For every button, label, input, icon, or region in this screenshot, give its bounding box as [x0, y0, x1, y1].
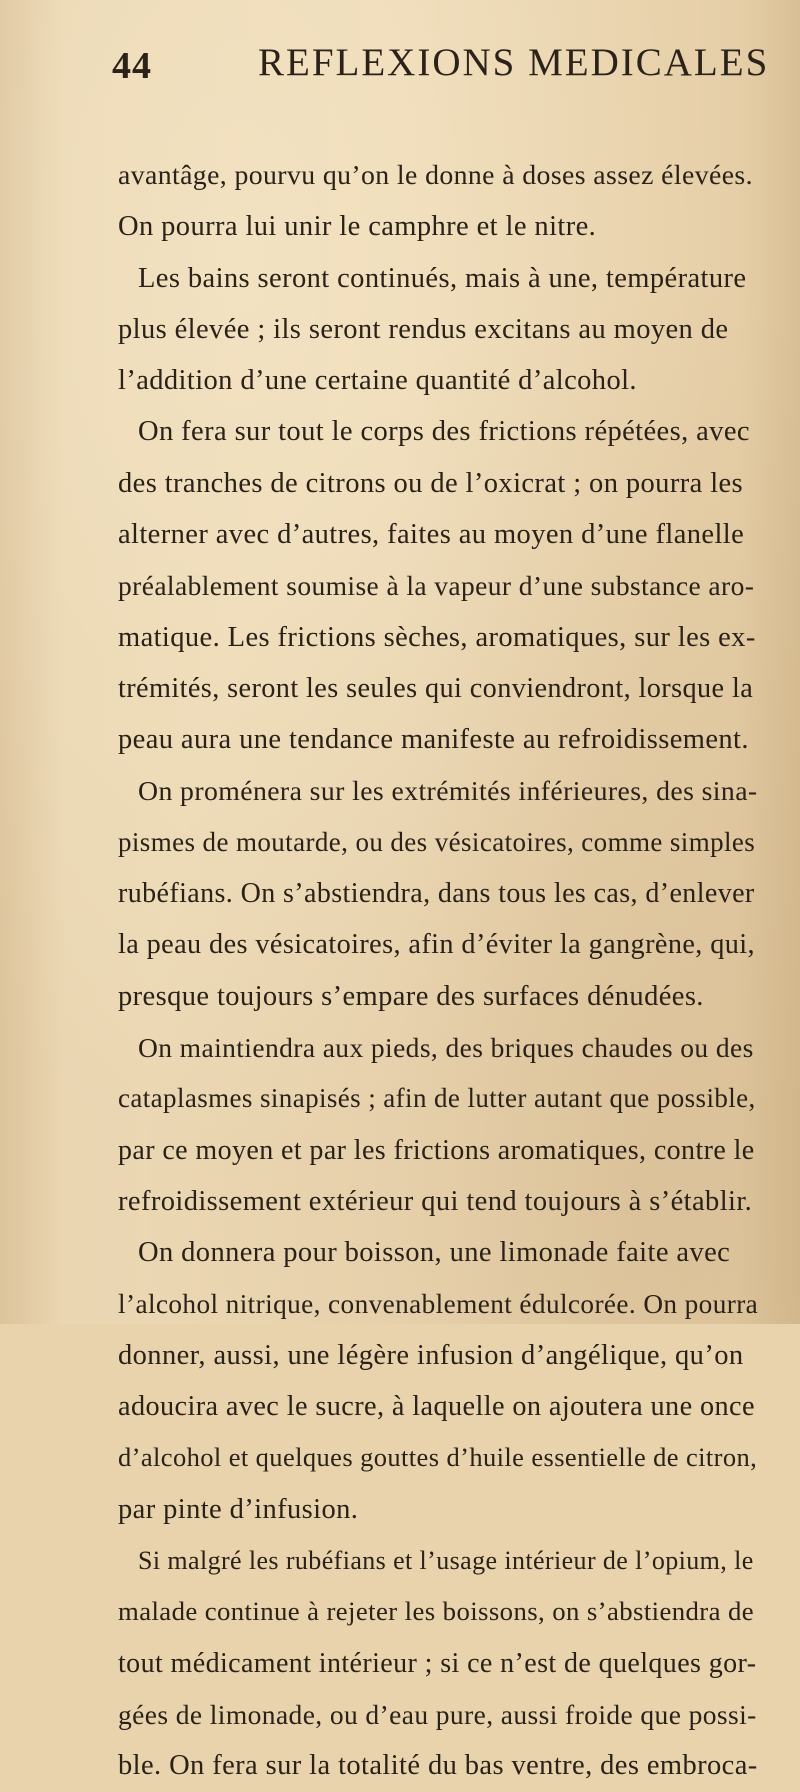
text-line: malade continue à rejeter les boissons, on s’abstiendra de	[118, 1596, 755, 1627]
text-line: alterner avec d’autres, faites au moyen d’une flanelle	[118, 519, 745, 551]
text-line: la peau des vésicatoires, afin d’éviter la gangrène, qui,	[118, 929, 755, 961]
text-line: d’alcohol et quelques gouttes d’huile essentielle de citron,	[118, 1442, 758, 1473]
text-line: trémités, seront les seules qui conviendront, lorsque la	[118, 672, 754, 704]
text-line: préalablement soumise à la vapeur d’une substance aro-	[118, 570, 755, 602]
page-number: 44	[112, 45, 152, 87]
text-line: rubéfians. On s’abstiendra, dans tous les cas, d’enlever	[118, 878, 755, 910]
text-line: On fera sur tout le corps des frictions répétées, avec	[138, 416, 750, 448]
running-title: REFLEXIONS MEDICALES	[258, 41, 770, 84]
text-line: ble. On fera sur la totalité du bas ventre, des embroca-	[118, 1750, 758, 1782]
text-line: par ce moyen et par les frictions aromatiques, contre le	[118, 1134, 755, 1166]
text-line: cataplasmes sinapisés ; afin de lutter autant que possible,	[118, 1083, 756, 1114]
page-header	[0, 40, 800, 100]
text-line: gées de limonade, ou d’eau pure, aussi froide que possi-	[118, 1698, 757, 1730]
text-line: tout médicament intérieur ; si ce n’est de quelques gor-	[118, 1647, 757, 1679]
text-line: On pourra lui unir le camphre et le nitre.	[118, 211, 597, 243]
text-line: donner, aussi, une légère infusion d’angélique, qu’on	[118, 1339, 744, 1371]
text-line: On donnera pour boisson, une limonade faite avec	[138, 1237, 731, 1269]
text-line: avantâge, pourvu qu’on le donne à doses assez élevées.	[118, 160, 753, 191]
text-line: pismes de moutarde, ou des vésicatoires, comme simples	[118, 826, 756, 857]
text-line: On proménera sur les extrémités inférieures, des sina-	[138, 775, 758, 807]
text-line: l’alcohol nitrique, convenablement édulcorée. On pourra	[118, 1288, 759, 1319]
text-line: Les bains seront continués, mais à une, température	[138, 262, 747, 294]
text-line: adoucira avec le sucre, à laquelle on ajoutera une once	[118, 1391, 755, 1423]
text-line: l’addition d’une certaine quantité d’alcohol.	[118, 365, 637, 397]
text-line: Si malgré les rubéfians et l’usage intérieur de l’opium, le	[138, 1546, 754, 1576]
text-line: plus élevée ; ils seront rendus excitans au moyen de	[118, 313, 729, 345]
text-line: On maintiendra aux pieds, des briques chaudes ou des	[138, 1032, 754, 1064]
text-line: presque toujours s’empare des surfaces dénudées.	[118, 980, 704, 1012]
body-text	[118, 150, 758, 1792]
text-line: par pinte d’infusion.	[118, 1493, 359, 1525]
text-line: peau aura une tendance manifeste au refroidissement.	[118, 724, 749, 756]
text-line: refroidissement extérieur qui tend toujours à s’établir.	[118, 1185, 753, 1217]
text-line: matique. Les frictions sèches, aromatiques, sur les ex-	[118, 621, 756, 653]
text-line: des tranches de citrons ou de l’oxicrat ; on pourra les	[118, 467, 744, 499]
